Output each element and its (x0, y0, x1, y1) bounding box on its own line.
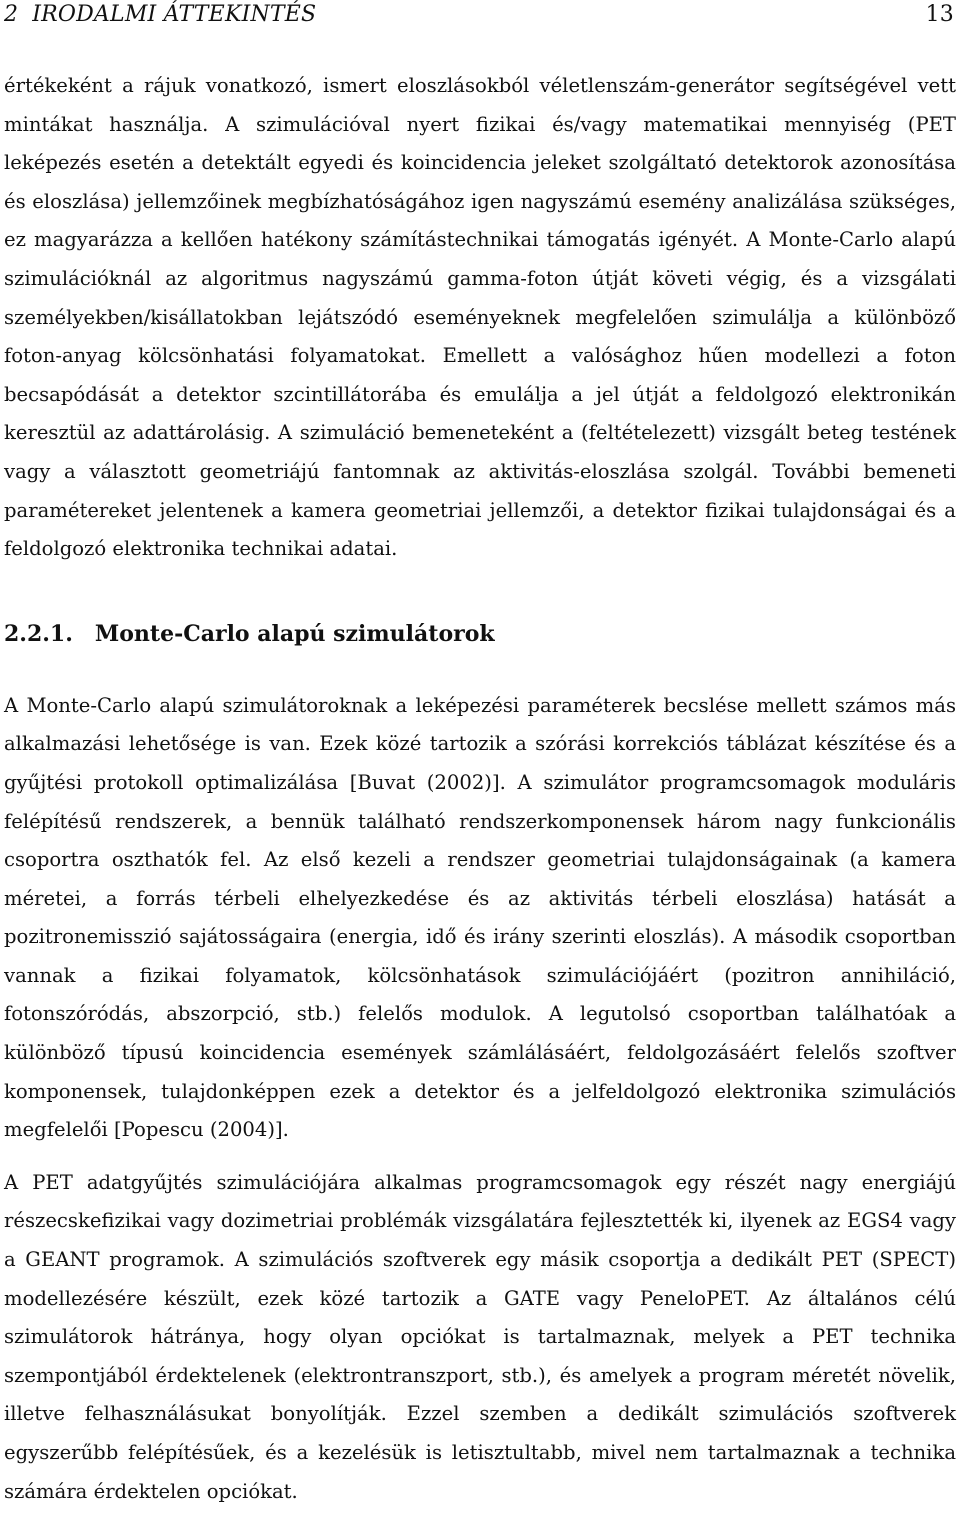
section-number: 2.2.1. (4, 620, 73, 647)
section-heading (4, 621, 956, 661)
body-paragraph-3: A PET adatgyűjtés szimulációjára alkalmas programcsomagok egy részét nagy energiájú részecskefizikai vagy dozimetriai problémák vizsgálatára fejlesztették ki, ilyenek az EGS4 vagy a GEANT programok. A szimulációs szoftverek egy másik csoportja a dedikált PET (SPECT) modellezésére készült, ezek közé tartozik a GATE vagy PeneloPET. Az általános célú szimulátorok hátránya, hogy olyan opciókat is tartalmaznak, melyek a PET technika szempontjából érdektelenek (elektrontranszport, stb.), és amelyek a program méretét növelik, illetve felhasználásukat bonyolítják. Ezzel szemben a dedikált szimulációs szoftverek egyszerűbb felépítésűek, és a kezelésük is letisztultabb, mivel nem tartalmaznak a technika számára érdektelen opciókat. (4, 1170, 956, 1503)
running-head-chapter (4, 2, 316, 27)
page-number: 13 (925, 2, 954, 27)
chapter-number: 2 (4, 2, 19, 27)
section-title: Monte-Carlo alapú szimulátorok (94, 620, 495, 647)
chapter-title: IRODALMI ÁTTEKINTÉS (32, 2, 317, 27)
body-paragraph-1: értékeként a rájuk vonatkozó, ismert eloszlásokból véletlenszám-generátor segítségével vett mintákat használja. A szimulációval nyert fizikai és/vagy matematikai mennyiség (PET leképezés esetén a detektált egyedi és koincidencia jeleket szolgáltató detektorok azonosítása és eloszlása) jellemzőinek megbízhatóságához igen nagyszámú esemény analizálása szükséges, ez magyarázza a kellően hatékony számítástechnikai támogatás igényét. A Monte-Carlo alapú szimulációknál az algoritmus nagyszámú gamma-foton útját követi végig, és a vizsgálati személyekben/kisállatokban lejátszódó eseményeknek megfelelően szimulálja a különböző foton-anyag kölcsönhatási folyamatokat. Emellett a valósághoz hűen modellezi a foton becsapódását a detektor szcintillátorába és emulálja a jel útját a feldolgozó elektronikán keresztül az adattárolásig. A szimuláció bemeneteként a (feltételezett) vizsgált beteg testének vagy a választott geometriájú fantomnak az aktivitás-eloszlása szolgál. További bemeneti paramétereket jelentenek a kamera geometriai jellemzői, a detektor fizikai tulajdonságai és a feldolgozó elektronika technikai adatai. (4, 74, 956, 561)
body-paragraph-2: A Monte-Carlo alapú szimulátoroknak a leképezési paraméterek becslése mellett számos más alkalmazási lehetősége is van. Ezek közé tartozik a szórási korrekciós táblázat készítése és a gyűjtési protokoll optimalizálása [Buvat (2002)]. A szimulátor programcsomagok moduláris felépítésű rendszerek, a bennük található rendszerkomponensek három nagy funkcionális csoportra oszthatók fel. Az első kezeli a rendszer geometriai tulajdonságainak (a kamera méretei, a forrás térbeli elhelyezkedése és az aktivitás térbeli eloszlása) hatását a pozitronemisszió sajátosságaira (energia, idő és irány szerinti eloszlás). A második csoportban vannak a fizikai folyamatok, kölcsönhatások szimulációjáért (pozitron annihiláció, fotonszóródás, abszorpció, stb.) felelős modulok. A legutolsó csoportban találhatóak a különböző típusú koincidencia események számlálásáért, feldolgozásáért felelős szoftver komponensek, tulajdonképpen ezek a detektor és a jelfeldolgozó elektronika szimulációs megfelelői [Popescu (2004)]. (4, 693, 956, 1142)
running-head (4, 2, 956, 38)
